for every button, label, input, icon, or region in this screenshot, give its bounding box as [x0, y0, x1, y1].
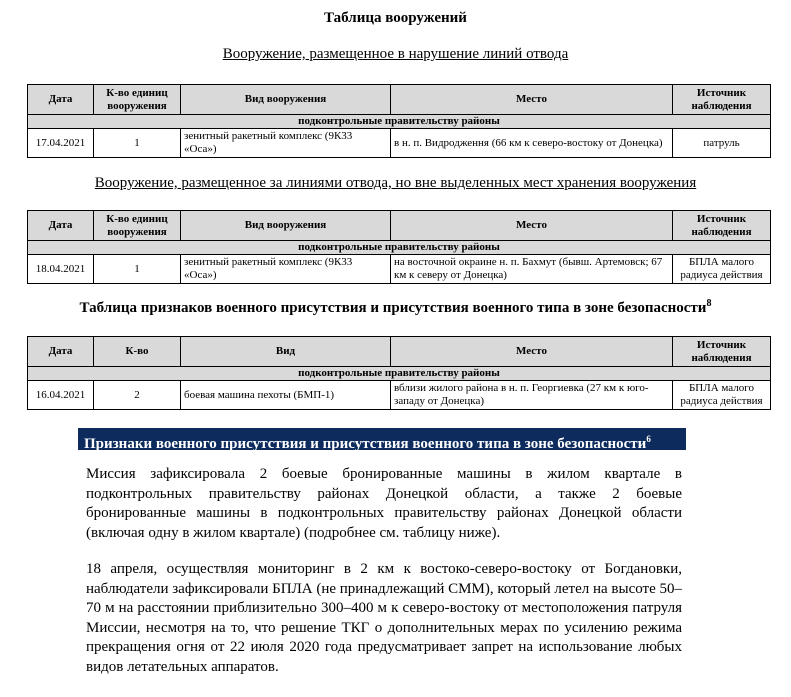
group-row: подконтрольные правительству районы	[28, 367, 771, 381]
cell-count: 1	[94, 129, 181, 158]
col-header-type: Вид вооружения	[181, 211, 391, 241]
section-banner: Признаки военного присутствия и присутствия военного типа в зоне безопасности$^6$	[78, 428, 686, 450]
cell-source: БПЛА малого радиуса действия	[673, 381, 771, 410]
section3-heading: Таблица признаков военного присутствия и присутствия военного типа в зоне безопасности$^8$	[79, 298, 712, 316]
col-header-place: Место	[391, 211, 673, 241]
cell-place: в н. п. Видродження (66 км к северо-востоку от Донецка)	[391, 129, 673, 158]
col-header-place: Место	[391, 337, 673, 367]
footnote-marker: 6	[646, 434, 651, 444]
presence-table	[27, 336, 771, 410]
weapons-table-1	[27, 84, 771, 158]
cell-date: 18.04.2021	[28, 255, 94, 284]
col-header-place: Место	[391, 85, 673, 115]
weapons-table-2	[27, 210, 771, 284]
col-header-count: К-во	[94, 337, 181, 367]
table-row	[28, 381, 771, 410]
footnote-marker: 8	[706, 298, 712, 309]
group-row: подконтрольные правительству районы	[28, 115, 771, 129]
cell-date: 16.04.2021	[28, 381, 94, 410]
group-row: подконтрольные правительству районы	[28, 241, 771, 255]
col-header-date: Дата	[28, 337, 94, 367]
cell-count: 2	[94, 381, 181, 410]
cell-place: вблизи жилого района в н. п. Георгиевка (27 км к юго-западу от Донецка)	[391, 381, 673, 410]
cell-source: патруль	[673, 129, 771, 158]
cell-type: боевая машина пехоты (БМП-1)	[181, 381, 391, 410]
col-header-source: Источник наблюдения	[673, 85, 771, 115]
cell-count: 1	[94, 255, 181, 284]
cell-place: на восточной окраине н. п. Бахмут (бывш. Артемовск; 67 км к северу от Донецка)	[391, 255, 673, 284]
section1-heading: Вооружение, размещенное в нарушение линий отвода	[222, 46, 569, 62]
section2-heading: Вооружение, размещенное за линиями отвода, но вне выделенных мест хранения вооружения	[94, 175, 697, 191]
paragraph-2: 18 апреля, осуществляя мониторинг в 2 км к востоко-северо-востоку от Богдановки, наблюдатели зафиксировали БПЛА (не принадлежащий СММ), который летел на высоте 50–70 м на расстоянии приблизительно 300–400 м к северо-востоку от местоположения патруля Миссии, несмотря на то, что решение ТКГ о дополнительных мерах по усилению режима прекращения огня от 22 июля 2020 года предусматривает запрет на использование любых видов летательных аппаратов.	[86, 561, 682, 675]
paragraph-1: Миссия зафиксировала 2 боевые бронированные машины в жилом квартале в подконтрольных правительству районах Донецкой области, а также 2 боевые бронированные машины в подконтрольных правительству районах Донецкой области (включая одну в жилом квартале) (подробнее см. таблицу ниже).	[86, 466, 682, 541]
cell-date: 17.04.2021	[28, 129, 94, 158]
page-title: Таблица вооружений	[324, 10, 467, 26]
cell-type: зенитный ракетный комплекс (9К33 «Оса»)	[181, 255, 391, 284]
col-header-date: Дата	[28, 85, 94, 115]
col-header-source: Источник наблюдения	[673, 211, 771, 241]
table-row	[28, 129, 771, 158]
cell-type: зенитный ракетный комплекс (9К33 «Оса»)	[181, 129, 391, 158]
col-header-date: Дата	[28, 211, 94, 241]
col-header-type: Вид	[181, 337, 391, 367]
col-header-type: Вид вооружения	[181, 85, 391, 115]
col-header-source: Источник наблюдения	[673, 337, 771, 367]
table-row	[28, 255, 771, 284]
col-header-count: К-во единиц вооружения	[94, 85, 181, 115]
cell-source: БПЛА малого радиуса действия	[673, 255, 771, 284]
col-header-count: К-во единиц вооружения	[94, 211, 181, 241]
